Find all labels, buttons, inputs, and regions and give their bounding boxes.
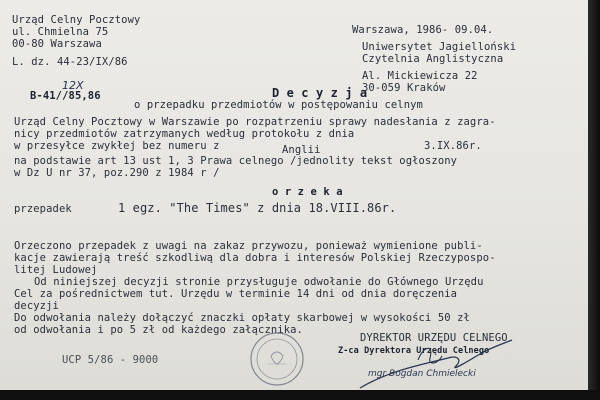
recipient-line-3: Al. Mickiewicza 22 — [362, 70, 478, 82]
deputy-title: Z-ca Dyrektora Urzędu Celnego — [338, 346, 490, 356]
reason-line-8: od odwołania i po 5 zł od każdego załącznika. — [14, 324, 303, 336]
frame-edge-right — [588, 0, 600, 400]
reason-line-6: decyzji — [14, 300, 59, 312]
form-code: UCP 5/86 - 9000 — [62, 354, 159, 366]
reason-line-2: kacje zawierają treść szkodliwą dla dobra i interesów Polskiej Rzeczypospo- — [14, 252, 496, 264]
body-line-4: na podstawie art 13 ust 1, 3 Prawa celnego /jednolity tekst ogłoszony — [14, 155, 458, 167]
origin-country: Anglii — [282, 144, 321, 156]
reason-line-4: Od niniejszej decyzji stronie przysługuje odwołanie do Głównego Urzędu — [34, 276, 484, 288]
body-line-1: Urząd Celny Pocztowy w Warszawie po rozpatrzeniu sprawy nadesłania z zagra- — [14, 116, 496, 128]
case-number-handwritten: 12X — [62, 79, 84, 92]
orzeka-heading: o r z e k a — [272, 186, 343, 198]
official-seal-icon — [246, 328, 308, 390]
body-line-3: w przesyłce zwykłej bez numeru z — [14, 140, 220, 152]
decision-subtitle: o przepadku przedmiotów w postępowaniu celnym — [134, 99, 423, 111]
reason-line-7: Do odwołania należy dołączyć znaczki opłaty skarbowej w wysokości 50 zł — [14, 312, 470, 324]
decision-title: D e c y z j a — [272, 86, 368, 100]
ruling-label: przepadek — [14, 203, 72, 215]
case-number-suffix: /85,86 — [62, 90, 101, 102]
signature-title: DYREKTOR URZĘDU CELNEGO — [360, 332, 508, 344]
reason-line-1: Orzeczono przepadek z uwagi na zakaz przywozu, ponieważ wymienione publi- — [14, 240, 483, 252]
reference-number: L. dz. 44-23/IX/86 — [12, 56, 128, 68]
signature-icon — [330, 330, 530, 392]
case-number-prefix: B-41/ — [30, 90, 63, 102]
body-line-5: w Dz U nr 37, poz.290 z 1984 r / — [14, 167, 220, 179]
office-name: Urząd Celny Pocztowy — [12, 14, 141, 26]
signatory-name: mgr Bogdan Chmielecki — [368, 369, 476, 379]
recipient-line-2: Czytelnia Anglistyczna — [362, 53, 504, 65]
recipient-line-1: Uniwersytet Jagielloński — [362, 41, 517, 53]
office-city: 00-80 Warszawa — [12, 38, 102, 50]
place-date: Warszawa, 1986- 09.04. — [352, 24, 494, 36]
body-line-2: nicy przedmiotów zatrzymanych według protokołu z dnia — [14, 128, 355, 140]
office-street: ul. Chmielna 75 — [12, 26, 109, 38]
reason-line-3: litej Ludowej — [14, 264, 98, 276]
ruling-text: 1 egz. "The Times" z dnia 18.VIII.86r. — [118, 201, 397, 215]
protocol-date: 3.IX.86r. — [424, 140, 482, 152]
frame-edge-bottom — [0, 390, 600, 400]
reason-line-5: Cel za pośrednictwem tut. Urzędu w terminie 14 dni od dnia doręczenia — [14, 288, 458, 300]
recipient-line-4: 30-059 Kraków — [362, 82, 446, 94]
